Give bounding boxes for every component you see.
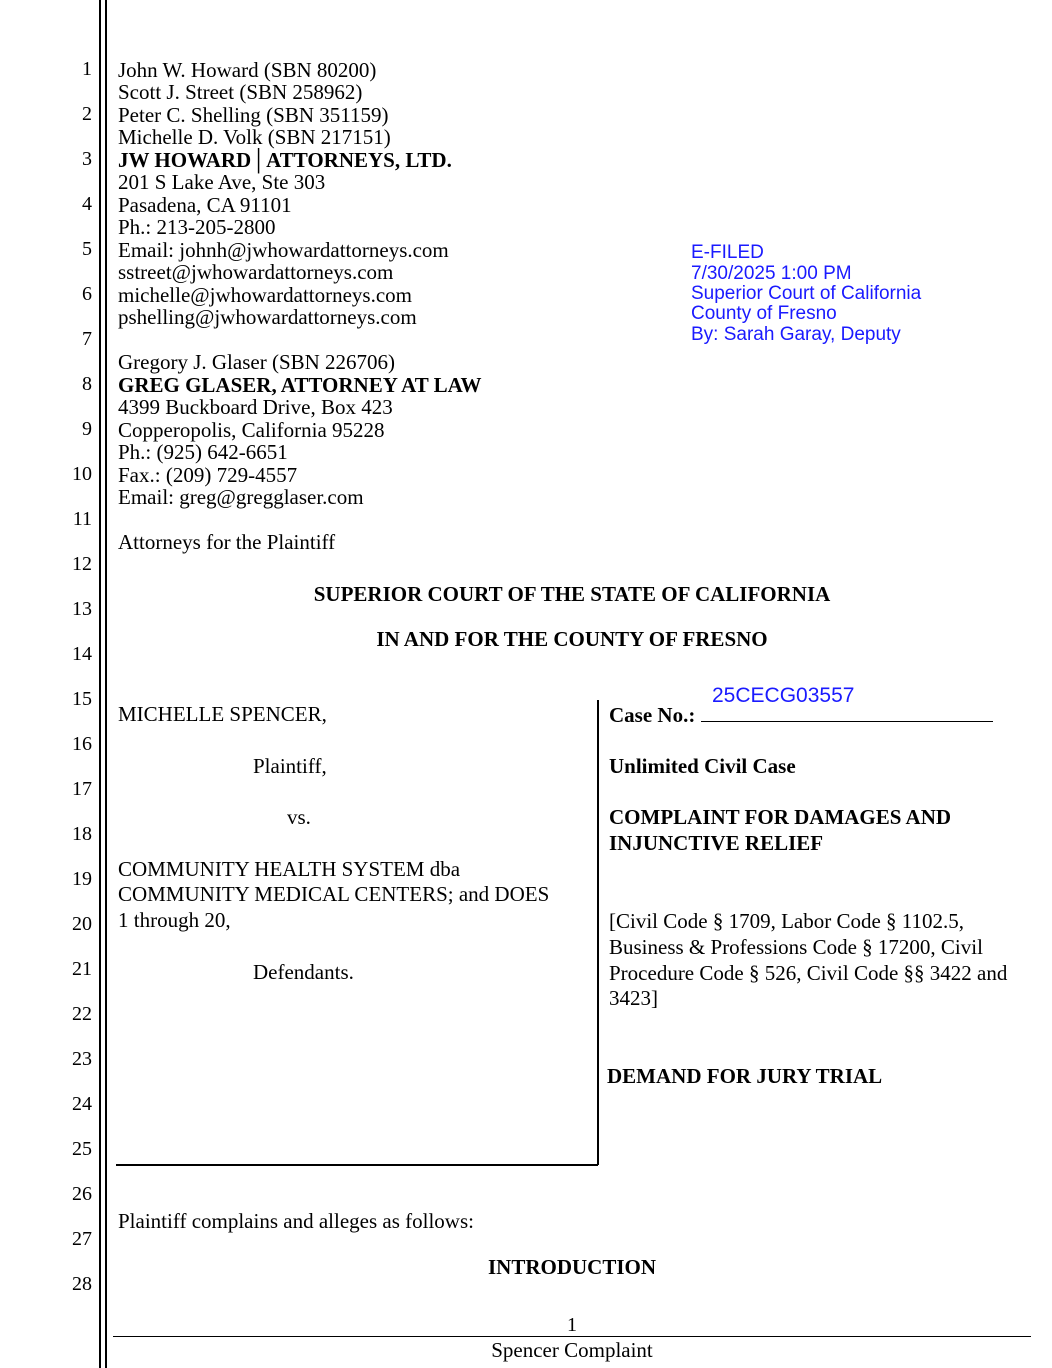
efiled-stamp-line: Superior Court of California [691,283,922,304]
intro-sentence: Plaintiff complains and alleges as follows: [118,1209,474,1233]
line-number: 18 [72,823,92,845]
line-number: 1 [82,58,92,80]
defendant-name-line: COMMUNITY HEALTH SYSTEM dba [118,857,461,881]
line-number: 7 [82,328,92,350]
line-number: 19 [72,868,92,890]
case-type: Unlimited Civil Case [609,754,796,778]
firm-phone: Ph.: (925) 642-6651 [118,440,288,464]
complaint-title-line: INJUNCTIVE RELIEF [609,831,824,855]
line-number: 24 [72,1093,92,1115]
efiled-stamp-line: County of Fresno [691,303,837,324]
efiled-stamp-line: By: Sarah Garay, Deputy [691,324,901,345]
line-number: 11 [72,508,92,530]
line-number: 27 [72,1228,92,1250]
firm-email: Email: greg@gregglaser.com [118,485,364,509]
page-number: 1 [567,1314,577,1336]
defendant-name-line: 1 through 20, [118,908,231,932]
line-number: 22 [72,1003,92,1025]
line-number: 6 [82,283,92,305]
case-number-label [609,703,993,727]
attorney-name: Scott J. Street (SBN 258962) [118,80,363,104]
line-number: 9 [82,418,92,440]
firm-email: sstreet@jwhowardattorneys.com [118,260,394,284]
line-number: 21 [72,958,92,980]
line-number: 13 [72,598,92,620]
statutes-line: Business & Professions Code § 17200, Civil [609,935,983,959]
line-number: 2 [82,103,92,125]
margin-rule-left-outer [99,0,101,1368]
case-number-label-text: Case No.: [609,703,696,727]
plaintiff-label: Plaintiff, [253,754,327,778]
attorney-name: Peter C. Shelling (SBN 351159) [118,103,389,127]
firm-name: JW HOWARD│ATTORNEYS, LTD. [118,148,452,172]
firm-fax: Fax.: (209) 729-4557 [118,463,298,487]
statutes-line: Procedure Code § 526, Civil Code §§ 3422 and [609,961,1008,985]
case-number: 25CECG03557 [712,684,855,707]
attorney-name: John W. Howard (SBN 80200) [118,58,377,82]
attorney-name: Michelle D. Volk (SBN 217151) [118,125,391,149]
footer-title: Spencer Complaint [491,1338,653,1362]
line-number: 17 [72,778,92,800]
jury-demand: DEMAND FOR JURY TRIAL [607,1064,883,1088]
margin-rule-left-inner [105,0,107,1368]
line-number: 14 [72,643,92,665]
statutes-line: [Civil Code § 1709, Labor Code § 1102.5, [609,909,965,933]
footer-rule [113,1336,1031,1337]
complaint-title-line: COMPLAINT FOR DAMAGES AND [609,805,952,829]
line-number: 5 [82,238,92,260]
court-name: SUPERIOR COURT OF THE STATE OF CALIFORNIA [313,582,831,606]
attorney-name: Gregory J. Glaser (SBN 226706) [118,350,396,374]
efiled-stamp-line: 7/30/2025 1:00 PM [691,263,852,284]
line-number: 28 [72,1273,92,1295]
firm-email: pshelling@jwhowardattorneys.com [118,305,417,329]
line-number: 16 [72,733,92,755]
firm-address-line: 4399 Buckboard Drive, Box 423 [118,395,393,419]
caption-divider-horizontal [116,1164,598,1166]
court-county: IN AND FOR THE COUNTY OF FRESNO [376,627,768,651]
section-heading: INTRODUCTION [487,1255,657,1279]
plaintiff-name: MICHELLE SPENCER, [118,702,327,726]
line-number: 4 [82,193,92,215]
line-number: 25 [72,1138,92,1160]
defendant-label: Defendants. [253,960,354,984]
attorneys-for-label: Attorneys for the Plaintiff [118,530,336,554]
firm-email: michelle@jwhowardattorneys.com [118,283,412,307]
firm-address-line: 201 S Lake Ave, Ste 303 [118,170,326,194]
firm-address-line: Copperopolis, California 95228 [118,418,385,442]
firm-address-line: Pasadena, CA 91101 [118,193,292,217]
caption-divider-vertical [597,700,599,1165]
statutes-line: 3423] [609,986,658,1010]
line-number: 23 [72,1048,92,1070]
line-number: 26 [72,1183,92,1205]
firm-phone: Ph.: 213-205-2800 [118,215,276,239]
line-number: 8 [82,373,92,395]
line-number: 20 [72,913,92,935]
firm-name: GREG GLASER, ATTORNEY AT LAW [118,373,482,397]
case-number-underline [701,703,993,722]
line-number: 10 [72,463,92,485]
line-number: 12 [72,553,92,575]
line-number: 15 [72,688,92,710]
line-number: 3 [82,148,92,170]
defendant-name-line: COMMUNITY MEDICAL CENTERS; and DOES [118,882,550,906]
versus-label: vs. [287,805,311,829]
firm-email: Email: johnh@jwhowardattorneys.com [118,238,449,262]
efiled-stamp-line: E-FILED [691,242,764,263]
